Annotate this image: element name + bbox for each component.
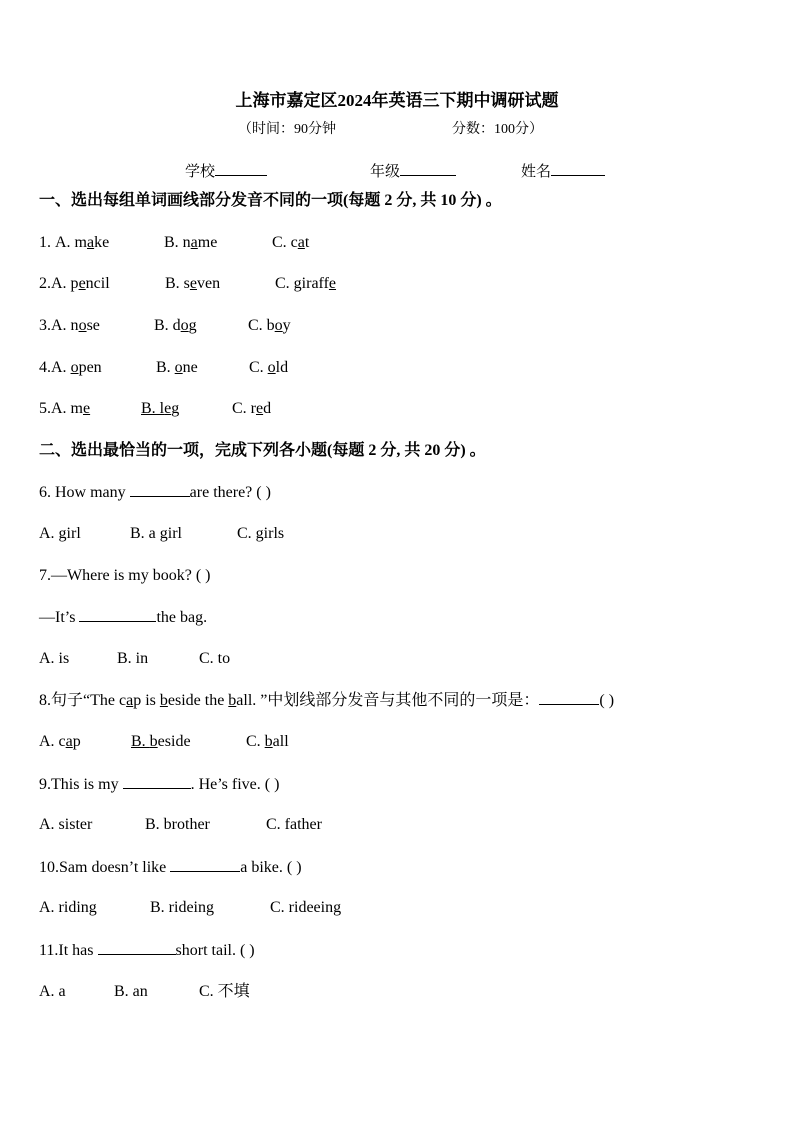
section1-heading: 一、选出每组单词画线部分发音不同的一项(每题 2 分, 共 10 分) 。 [39, 192, 502, 209]
q7-option-b[interactable]: B. in [117, 650, 149, 667]
school-blank[interactable] [215, 161, 267, 176]
exam-title: 上海市嘉定区2024年英语三下期中调研试题 [235, 91, 559, 110]
q6-stem-start: 6. How many [39, 484, 130, 501]
q10-stem-start: 10.Sam doesn’t like [39, 859, 171, 876]
q7-option-c[interactable]: C. to [199, 650, 231, 667]
q10-option-b[interactable]: B. rideing [150, 899, 214, 916]
q6-stem-end: are there? ( ) [189, 484, 271, 501]
exam-time: （时间：90分钟 [238, 122, 336, 137]
q3-option-a[interactable]: A. nose [51, 317, 100, 334]
q11-stem-end: short tail. ( ) [175, 942, 255, 959]
q5-option-b[interactable]: B. leg [141, 400, 180, 417]
name-field [521, 160, 605, 181]
q8-option-a[interactable]: A. cap [39, 733, 81, 750]
q4-number: 4. [39, 359, 51, 376]
q8-options [39, 732, 289, 752]
section2-heading: 二、选出最恰当的一项，完成下列各小题(每题 2 分, 共 20 分) 。 [39, 442, 486, 459]
q3-number: 3. [39, 317, 51, 334]
q10-option-a[interactable]: A. riding [39, 899, 97, 916]
q8-option-c[interactable]: C. ball [246, 733, 289, 750]
grade-label: 年级 [370, 164, 401, 180]
question-7: 7.—Where is my book? ( ) [39, 567, 211, 584]
q5-option-a[interactable]: A. me [51, 400, 91, 417]
q10-blank[interactable] [170, 857, 240, 872]
q11-stem-start: 11.It has [39, 942, 98, 959]
q10-option-c[interactable]: C. rideeing [270, 899, 342, 916]
school-label: 学校 [185, 164, 216, 180]
q7-blank[interactable] [79, 607, 156, 622]
q1-option-a[interactable]: A. make [55, 234, 110, 251]
question-8: 8.句子“The cap is beside the ball. ”中划线部分发音与其他不同的一项是： ( ) [39, 692, 615, 709]
question-6 [39, 482, 271, 503]
q1-number: 1. [39, 234, 55, 251]
q7-stem-start: —It’s [39, 609, 80, 626]
q6-blank[interactable] [130, 482, 190, 497]
q7-answer-line [39, 607, 207, 628]
q6-option-b[interactable]: B. a girl [130, 525, 182, 542]
question-10 [39, 857, 302, 878]
question-4 [39, 358, 289, 378]
q6-option-a[interactable]: A. girl [39, 525, 81, 542]
grade-field [370, 160, 456, 181]
q9-option-a[interactable]: A. sister [39, 816, 93, 833]
q1-option-b[interactable]: B. name [164, 234, 218, 251]
question-2 [39, 274, 337, 294]
question-11 [39, 940, 255, 961]
q5-option-c[interactable]: C. red [232, 400, 272, 417]
school-field [185, 160, 267, 181]
name-label: 姓名 [521, 164, 552, 180]
q7-stem-end: the bag. [156, 609, 208, 626]
q2-option-c[interactable]: C. giraffe [275, 275, 337, 292]
q10-options [39, 898, 342, 918]
question-1 [39, 233, 310, 253]
q7-options [39, 649, 231, 669]
q11-option-b[interactable]: B. an [114, 983, 148, 1000]
q9-stem-end: . He’s five. ( ) [190, 776, 280, 793]
question-5 [39, 399, 272, 419]
q11-option-a[interactable]: A. a [39, 983, 66, 1000]
q1-option-c[interactable]: C. cat [272, 234, 310, 251]
name-blank[interactable] [551, 161, 605, 176]
exam-score: 分数：100分） [452, 122, 543, 137]
q9-stem-start: 9.This is my [39, 776, 123, 793]
q5-number: 5. [39, 400, 51, 417]
q2-number: 2. [39, 275, 51, 292]
q11-blank[interactable] [98, 940, 176, 955]
question-3 [39, 316, 291, 336]
question-9 [39, 774, 279, 795]
q7-option-a[interactable]: A. is [39, 650, 70, 667]
q5-underline-gap [99, 399, 141, 417]
q3-option-c[interactable]: C. boy [248, 317, 291, 334]
q9-option-b[interactable]: B. brother [145, 816, 210, 833]
q8-option-b[interactable]: B. beside [131, 733, 191, 750]
q2-option-a[interactable]: A. pencil [51, 275, 110, 292]
q8-blank[interactable] [539, 690, 599, 705]
q10-stem-end: a bike. ( ) [240, 859, 302, 876]
q9-options [39, 815, 322, 835]
q6-option-c[interactable]: C. girls [237, 525, 285, 542]
q9-option-c[interactable]: C. father [266, 816, 322, 833]
q4-option-b[interactable]: B. one [156, 359, 198, 376]
q2-option-b[interactable]: B. seven [165, 275, 221, 292]
q11-options [39, 982, 250, 1002]
q11-option-c[interactable]: C. 不填 [199, 983, 250, 1000]
q8-underline-gap [87, 732, 131, 750]
q3-option-b[interactable]: B. dog [154, 317, 197, 334]
q4-option-a[interactable]: A. open [51, 359, 102, 376]
q4-option-c[interactable]: C. old [249, 359, 289, 376]
q9-blank[interactable] [123, 774, 191, 789]
q6-options [39, 524, 285, 544]
grade-blank[interactable] [400, 161, 456, 176]
